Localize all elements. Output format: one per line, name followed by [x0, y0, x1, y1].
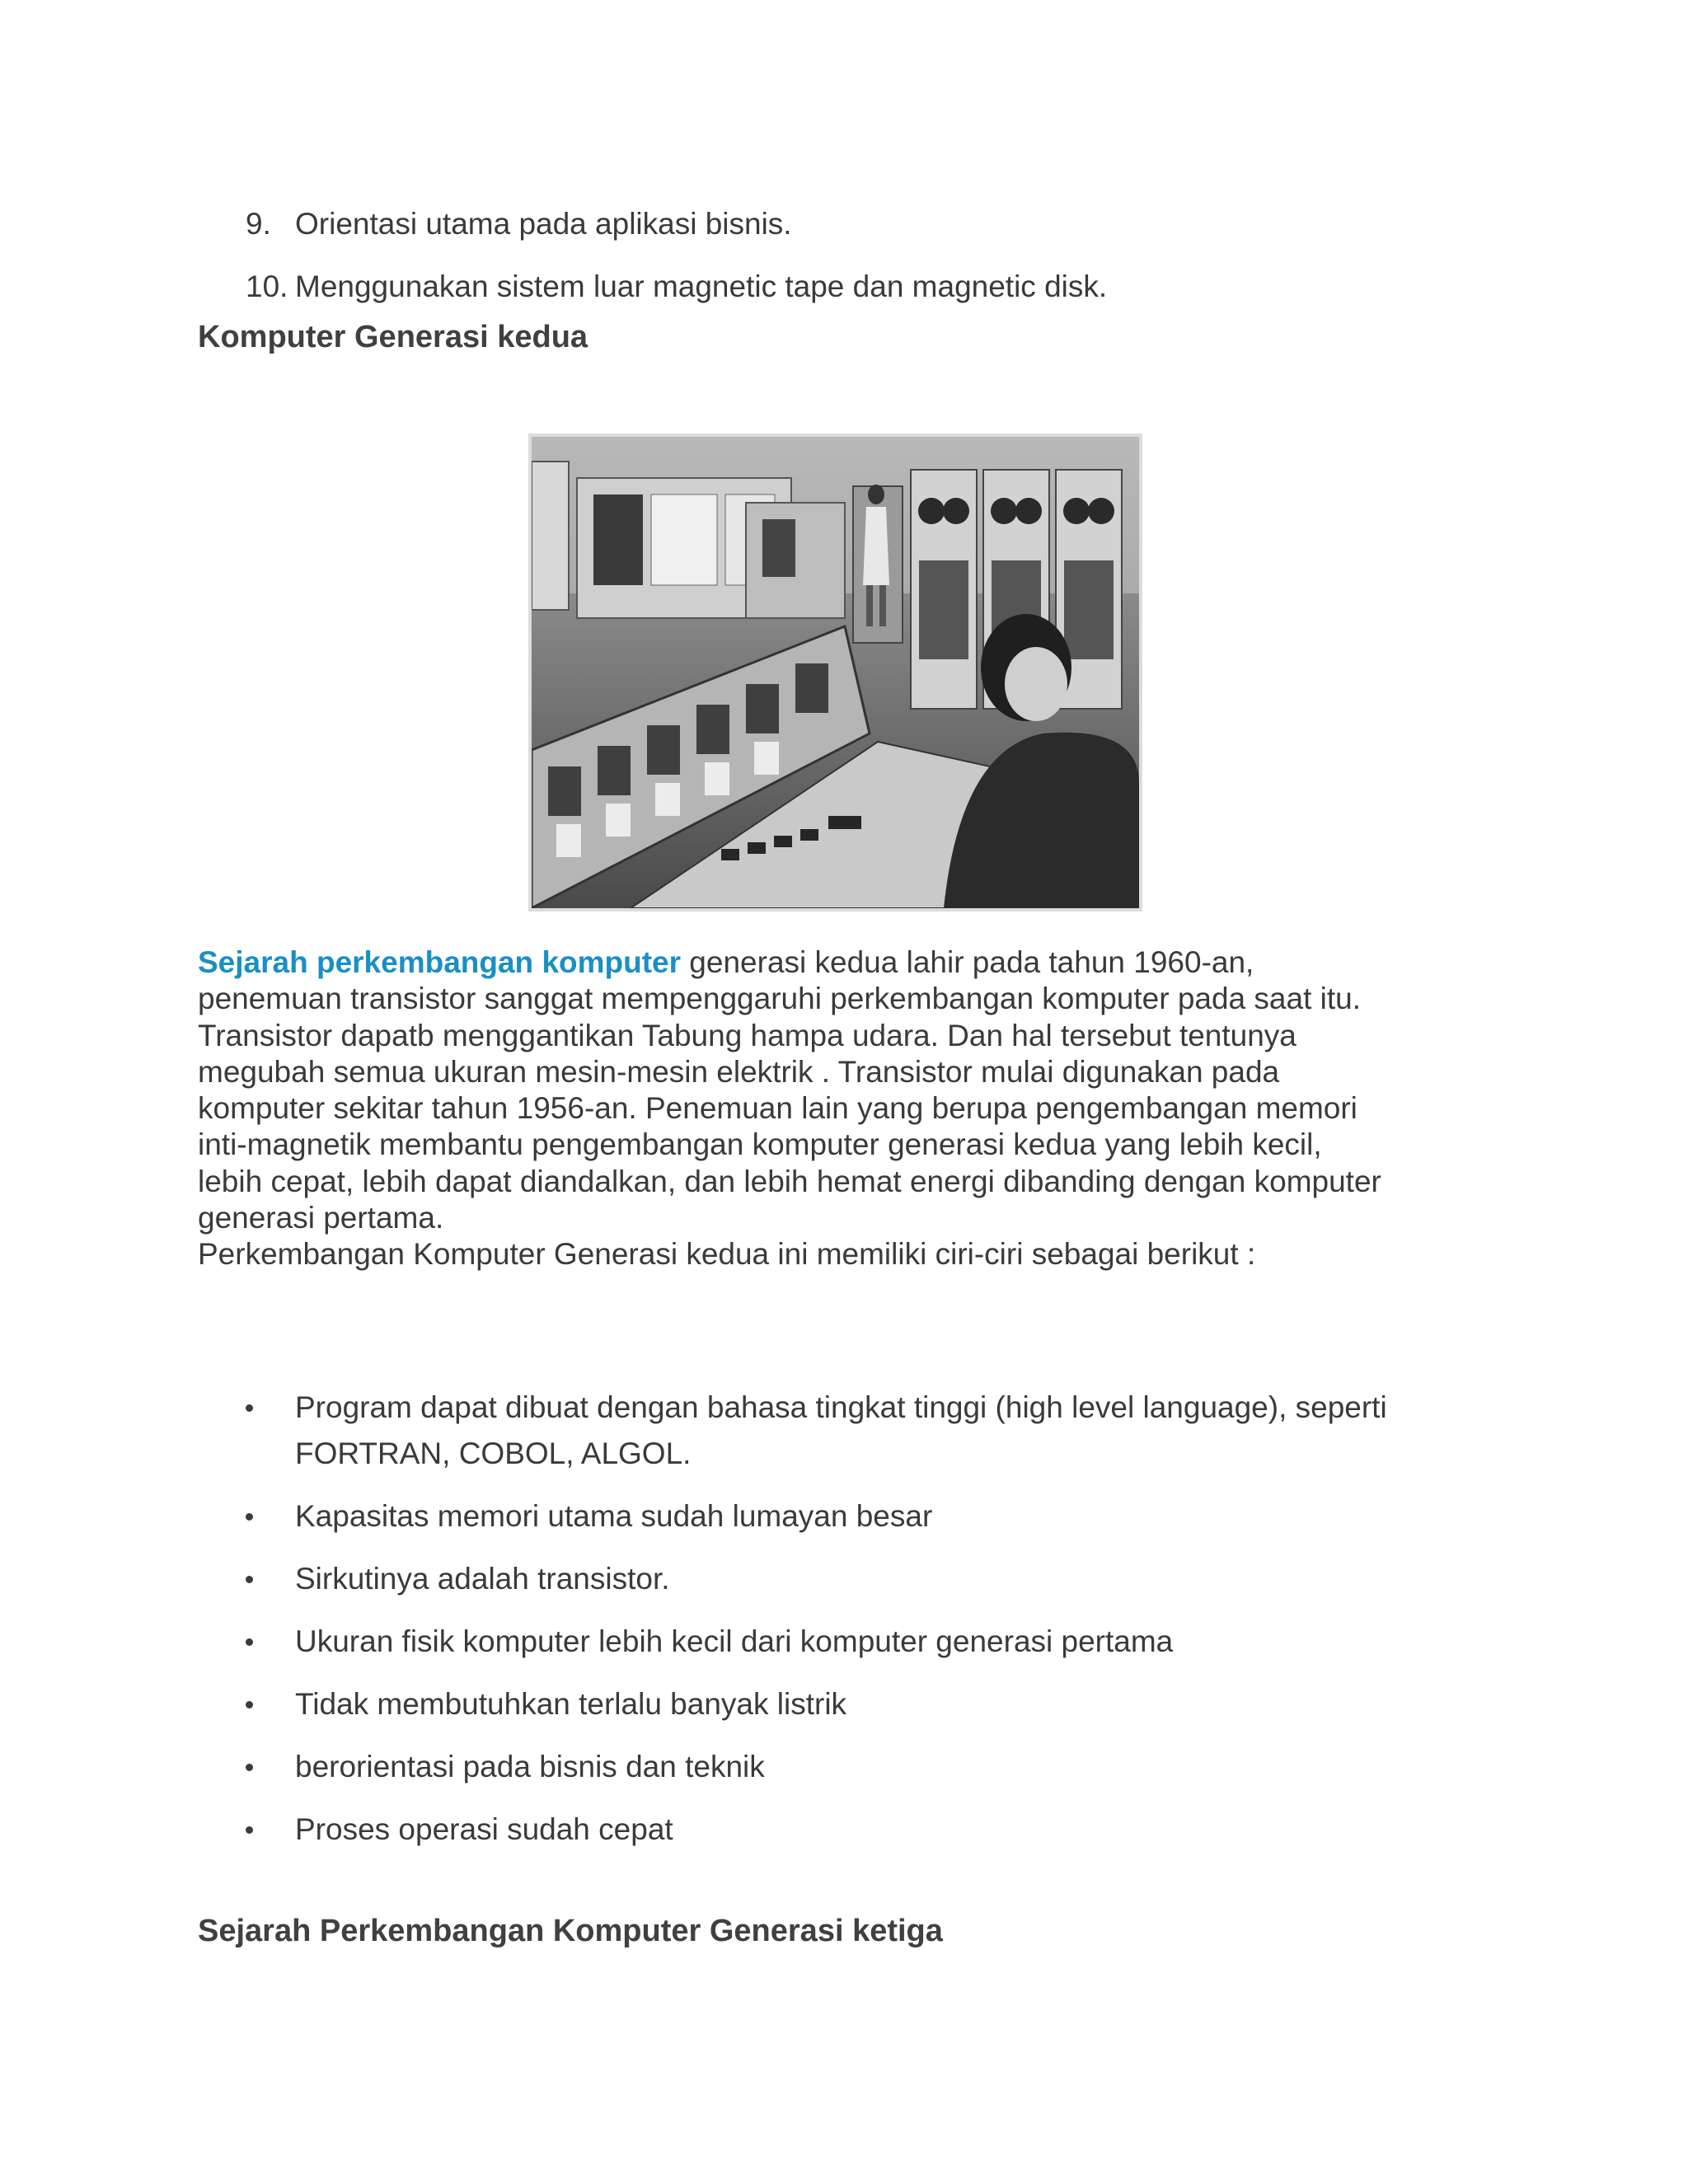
bullet-text: Sirkutinya adalah transistor.	[295, 1562, 670, 1596]
bullet-text: berorientasi pada bisnis dan teknik	[295, 1750, 765, 1783]
paragraph-second-generation	[198, 944, 1517, 1273]
history-link[interactable]: Sejarah perkembangan komputer	[198, 945, 682, 979]
computer-room-illustration	[532, 437, 1139, 908]
paragraph-line: generasi pertama.	[198, 1201, 444, 1235]
second-generation-computer-photo	[528, 434, 1142, 912]
bullet-dot-icon	[246, 1513, 253, 1521]
paragraph-line: megubah semua ukuran mesin-mesin elektrik . Transistor mulai digunakan pada	[198, 1054, 1280, 1089]
bullet-text: Tidak membutuhkan terlalu banyak listrik	[295, 1687, 847, 1721]
list-number: 9.	[246, 207, 271, 241]
bullet-dot-icon	[246, 1404, 253, 1412]
bullet-text: Proses operasi sudah cepat	[295, 1812, 673, 1846]
paragraph-line-1-text: generasi kedua lahir pada tahun 1960-an,	[681, 945, 1254, 979]
bullet-dot-icon	[246, 1701, 253, 1708]
paragraph-line: lebih cepat, lebih dapat diandalkan, dan lebih hemat energi dibanding dengan komputer	[198, 1164, 1381, 1198]
bullet-text: Program dapat dibuat dengan bahasa tingkat tinggi (high level language), seperti FORTRAN, COBOL, ALGOL.	[295, 1390, 1387, 1470]
bullet-dot-icon	[246, 1826, 253, 1834]
bullet-text: Ukuran fisik komputer lebih kecil dari komputer generasi pertama	[295, 1624, 1174, 1658]
list-number: 10.	[246, 269, 288, 303]
bullet-dot-icon	[246, 1764, 253, 1771]
paragraph-line: Perkembangan Komputer Generasi kedua ini memiliki ciri-ciri sebagai berikut :	[198, 1237, 1256, 1272]
paragraph-line-1	[198, 944, 1517, 981]
list-text: Menggunakan sistem luar magnetic tape dan magnetic disk.	[295, 269, 1108, 303]
paragraph-line: komputer sekitar tahun 1956-an. Penemuan lain yang berupa pengembangan memori	[198, 1091, 1357, 1126]
section-heading-second-generation: Komputer Generasi kedua	[198, 320, 588, 354]
bullet-text: Kapasitas memori utama sudah lumayan besar	[295, 1499, 933, 1533]
paragraph-line: penemuan transistor sanggat mempenggaruhi perkembangan komputer pada saat itu.	[198, 982, 1361, 1016]
paragraph-line: Transistor dapatb menggantikan Tabung hampa udara. Dan hal tersebut tentunya	[198, 1018, 1296, 1052]
bullet-dot-icon	[246, 1638, 253, 1646]
bullet-dot-icon	[246, 1576, 253, 1583]
list-text: Orientasi utama pada aplikasi bisnis.	[295, 207, 792, 241]
paragraph-line: inti-magnetik membantu pengembangan komputer generasi kedua yang lebih kecil,	[198, 1127, 1322, 1162]
section-heading-third-generation: Sejarah Perkembangan Komputer Generasi ketiga	[198, 1914, 943, 1948]
